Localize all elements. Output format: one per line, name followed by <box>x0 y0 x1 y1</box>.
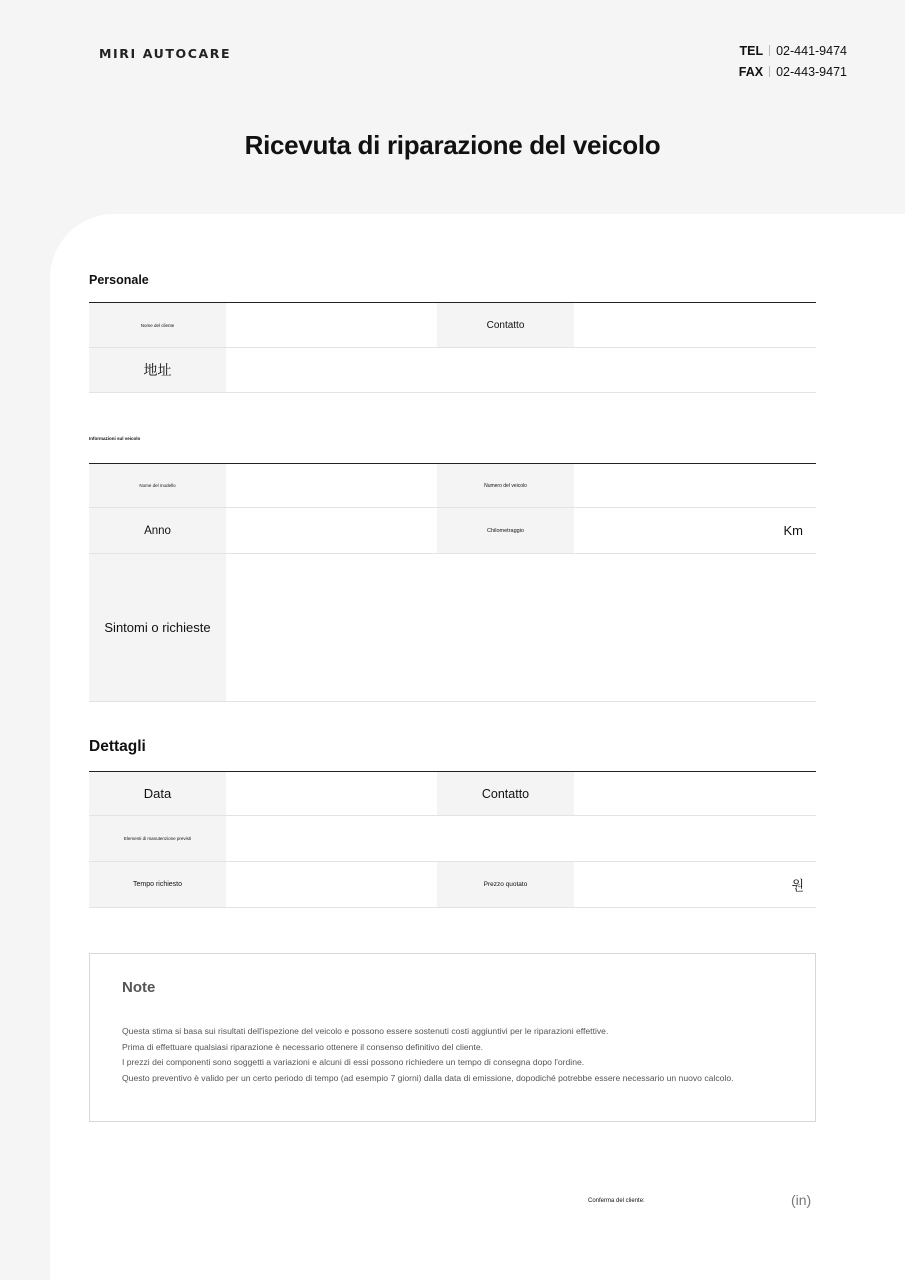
tel-row <box>739 40 847 61</box>
maintenance-items-label: Elementi di manutenzione previsti <box>89 816 226 861</box>
date-label: Data <box>89 772 226 815</box>
table-row <box>89 862 816 908</box>
brand-logo: MIRI AUTOCARE <box>99 46 232 61</box>
notes-box <box>89 953 816 1122</box>
customer-name-field[interactable] <box>226 303 437 347</box>
section-personal-heading: Personale <box>89 273 149 287</box>
model-label: Nome del modello <box>89 464 226 507</box>
time-required-field[interactable] <box>226 862 437 907</box>
contact-field[interactable] <box>574 303 816 347</box>
fax-number: 02-443-9471 <box>776 64 847 79</box>
symptoms-label: Sintomi o richieste <box>89 554 226 701</box>
details-table <box>89 772 816 908</box>
address-label: 地址 <box>89 348 226 392</box>
contact-label: Contatto <box>437 303 574 347</box>
vehicle-table <box>89 464 816 702</box>
model-field[interactable] <box>226 464 437 507</box>
tel-label: TEL <box>739 43 764 58</box>
customer-name-label: Nome del cliente <box>89 303 226 347</box>
vehicle-number-field[interactable] <box>574 464 816 507</box>
note-line: Prima di effettuare qualsiasi riparazione è necessario ottenere il consenso definitivo del cliente. <box>122 1041 483 1052</box>
mileage-unit: Km <box>783 523 803 538</box>
details-contact-field[interactable] <box>574 772 816 815</box>
vehicle-number-label: Numero del veicolo <box>437 464 574 507</box>
table-row <box>89 348 816 393</box>
signature-mark[interactable]: (in) <box>791 1192 812 1208</box>
table-row <box>89 508 816 554</box>
notes-text <box>122 1024 733 1087</box>
table-row <box>89 464 816 508</box>
time-required-label: Tempo richiesto <box>89 862 226 907</box>
table-row <box>89 554 816 702</box>
note-line: Questa stima si basa sui risultati dell'ispezione del veicolo e possono essere sostenuti costi aggiuntivi per le riparazioni effettive. <box>122 1026 609 1036</box>
mileage-label: Chilometraggio <box>437 508 574 553</box>
divider <box>769 66 770 77</box>
table-row <box>89 816 816 862</box>
fax-label: FAX <box>738 64 764 79</box>
fax-row <box>739 61 847 82</box>
section-vehicle-heading: Informazioni sul veicolo <box>89 436 141 441</box>
tel-number: 02-441-9474 <box>776 43 847 58</box>
year-field[interactable] <box>226 508 437 553</box>
note-line: Questo preventivo è valido per un certo periodo di tempo (ad esempio 7 giorni) dalla data di emissione, dopodiché potrebbe essere necessario un nuovo calcolo. <box>122 1073 734 1084</box>
table-row <box>89 772 816 816</box>
page-title: Ricevuta di riparazione del veicolo <box>244 130 661 160</box>
section-details-heading: Dettagli <box>89 738 146 755</box>
customer-confirmation-label: Conferma del cliente: <box>588 1198 645 1204</box>
quoted-price-field[interactable] <box>574 862 816 907</box>
divider <box>769 45 770 56</box>
mileage-field[interactable] <box>574 508 816 553</box>
address-field[interactable] <box>226 348 816 392</box>
contact-info <box>739 40 847 82</box>
table-row <box>89 303 816 348</box>
note-line: I prezzi dei componenti sono soggetti a variazioni e alcuni di essi possono richiedere un tempo di consegna dopo l'ordine. <box>122 1057 585 1068</box>
price-unit: 원 <box>791 878 804 893</box>
symptoms-field[interactable] <box>226 554 816 701</box>
quoted-price-label: Prezzo quotato <box>437 862 574 907</box>
personal-table <box>89 303 816 393</box>
date-field[interactable] <box>226 772 437 815</box>
notes-title: Note <box>122 979 156 996</box>
year-label: Anno <box>89 508 226 553</box>
details-contact-label: Contatto <box>437 772 574 815</box>
maintenance-items-field[interactable] <box>226 816 816 861</box>
